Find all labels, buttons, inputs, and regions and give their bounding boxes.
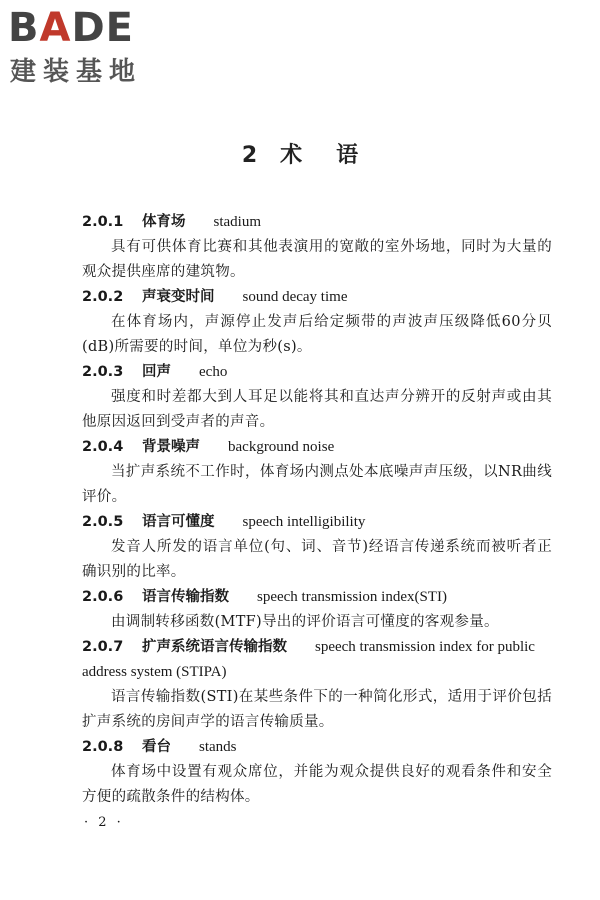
- term-english: background noise: [228, 439, 335, 455]
- logo-wordmark-part1: B: [8, 5, 40, 51]
- term-definition: 具有可供体育比赛和其他表演用的宽敞的室外场地，同时为大量的观众提供座席的建筑物。: [82, 239, 552, 280]
- term-english: echo: [199, 364, 228, 380]
- term-heading: [82, 435, 552, 460]
- term-heading: [82, 285, 552, 310]
- logo-subtitle: 建装基地: [10, 57, 143, 87]
- term-chinese: 语言可懂度: [142, 514, 215, 530]
- chapter-number: 2: [241, 143, 258, 168]
- term-chinese: 体育场: [142, 214, 186, 230]
- term-number: 2.0.2: [82, 289, 124, 305]
- term-number: 2.0.4: [82, 439, 124, 455]
- term-heading: [82, 585, 552, 610]
- brand-logo: [8, 6, 178, 90]
- term-english: speech transmission index for public address system (STIPA): [82, 639, 535, 680]
- chapter-title-part1: 术: [280, 143, 303, 168]
- term-definition: 语言传输指数(STI)在某些条件下的一种简化形式，适用于评价包括扩声系统的房间声学的语言传输质量。: [82, 689, 552, 730]
- page-number: · 2 ·: [84, 815, 124, 830]
- term-heading: [82, 510, 552, 535]
- logo-wordmark-accent: A: [39, 5, 72, 51]
- term-number: 2.0.8: [82, 739, 124, 755]
- term-english: speech transmission index(STI): [257, 589, 447, 605]
- term-definition: 强度和时差都大到人耳足以能将其和直达声分辨开的反射声或由其他原因返回到受声者的声音。: [82, 389, 552, 430]
- term-chinese: 背景噪声: [142, 439, 200, 455]
- logo-wordmark: [8, 6, 134, 50]
- term-chinese: 声衰变时间: [142, 289, 215, 305]
- chapter-title: [0, 138, 600, 169]
- term-english: speech intelligibility: [242, 514, 366, 530]
- term-chinese: 扩声系统语言传输指数: [142, 639, 287, 655]
- term-definition: 由调制转移函数(MTF)导出的评价语言可懂度的客观参量。: [111, 614, 499, 630]
- term-number: 2.0.1: [82, 214, 124, 230]
- logo-wordmark-part2: DE: [71, 5, 134, 51]
- term-definition: 发音人所发的语言单位(句、词、音节)经语言传递系统而被听者正确识别的比率。: [82, 539, 552, 580]
- term-chinese: 语言传输指数: [142, 589, 229, 605]
- term-heading: [82, 360, 552, 385]
- term-number: 2.0.6: [82, 589, 124, 605]
- term-definition: 体育场中设置有观众席位，并能为观众提供良好的观看条件和安全方便的疏散条件的结构体。: [82, 764, 552, 805]
- term-number: 2.0.3: [82, 364, 124, 380]
- term-english: stands: [199, 739, 237, 755]
- term-definition: 当扩声系统不工作时，体育场内测点处本底噪声声压级，以NR曲线评价。: [82, 464, 552, 505]
- term-english: stadium: [213, 214, 261, 230]
- term-chinese: 看台: [142, 739, 171, 755]
- chapter-title-part2: 语: [336, 143, 359, 168]
- terms-list: [82, 210, 552, 810]
- term-heading: [82, 210, 552, 235]
- term-chinese: 回声: [142, 364, 171, 380]
- term-heading: [82, 735, 552, 760]
- term-number: 2.0.7: [82, 639, 124, 655]
- term-heading: [82, 635, 552, 685]
- term-english: sound decay time: [242, 289, 348, 305]
- term-definition: 在体育场内，声源停止发声后给定频带的声波声压级降低60分贝(dB)所需要的时间，单位为秒(s)。: [82, 314, 552, 355]
- term-number: 2.0.5: [82, 514, 124, 530]
